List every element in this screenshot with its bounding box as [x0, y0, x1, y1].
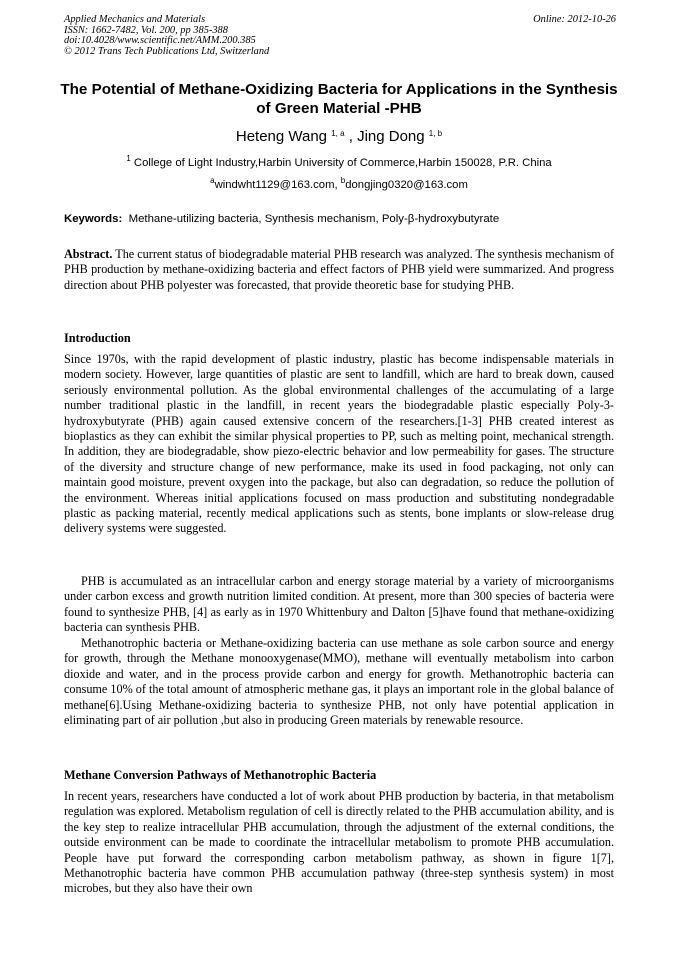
- paper-title: The Potential of Methane-Oxidizing Bacteria for Applications in the Synthesis of Green Material -PHB: [60, 81, 618, 117]
- author-superscript: 1, a: [331, 129, 345, 138]
- copyright-line: © 2012 Trans Tech Publications Ltd, Switzerland: [64, 45, 270, 57]
- abstract: [64, 247, 614, 293]
- affiliation-text: College of Light Industry,Harbin University of Commerce,Harbin 150028, P.R. China: [133, 157, 552, 169]
- section-heading: Introduction: [64, 331, 131, 345]
- keywords-label: Keywords:: [64, 213, 123, 225]
- author-superscript: 1, b: [428, 129, 443, 138]
- paragraph: In recent years, researchers have conducted a lot of work about PHB production by bacteria, in that metabolism regulation was explored. Metabolism regulation of cell is directly related to the PHB accumulation ability, and is the key step to realize intracellular PHB accumulation, through the adjustment of the external conditions, the outside environment can be made to coordinate the intracellular metabolism to promote PHB accumulation. People have put forward the corresponding carbon metabolism pathway, as shown in figure 1[7], Methanotrophic bacteria have common PHB accumulation pathway (three-step synthesis system) in most microbes, but they also have their own: [64, 789, 614, 896]
- online-date: Online: 2012-10-26: [533, 14, 616, 25]
- paragraph: PHB is accumulated as an intracellular carbon and energy storage material by a variety of microorganisms under carbon excess and growth nutrition limited condition. At present, more than 300 species of bacteria were found to synthesize PHB, [4] as early as in 1970 Whittenbury and Dalton [5]have found that methane-oxidizing bacteria can synthesis PHB.: [64, 574, 614, 635]
- paragraph: Methanotrophic bacteria or Methane-oxidizing bacteria can use methane as sole carbon source and energy for growth, through the Methane monooxygenase(MMO), methane will eventually metabolism into carbon dioxide and water, and in the process provide carbon and energy for growth. Methanotrophic bacteria can consume 10% of the total amount of atmospheric methane gas, it plays an important role in the global balance of methane[6].Using Methane-oxidizing bacteria to synthesize PHB, not only have potential application in eliminating part of air pollution ,but also in producing Green materials by renewable resource.: [64, 636, 614, 728]
- email-superscript: b: [340, 176, 346, 185]
- author-name: Heteng Wang: [235, 128, 328, 145]
- section-heading: Methane Conversion Pathways of Methanotrophic Bacteria: [64, 768, 377, 782]
- author-name: Jing Dong: [357, 128, 425, 145]
- email-line: [0, 178, 678, 192]
- email-superscript: a: [210, 176, 215, 185]
- journal-header: [64, 15, 616, 57]
- author-line: [0, 128, 678, 146]
- abstract-label: Abstract.: [64, 247, 113, 261]
- keywords: [64, 212, 616, 226]
- doi-line: doi:10.4028/www.scientific.net/AMM.200.385: [64, 35, 256, 47]
- affiliation: [0, 156, 678, 170]
- email-address: dongjing0320@163.com: [345, 179, 468, 191]
- affiliation-superscript: 1: [126, 154, 131, 163]
- abstract-text: The current status of biodegradable material PHB research was analyzed. The synthesis mechanism of PHB production by methane-oxidizing bacteria and effect factors of PHB yield were summarized. And progress direction about PHB polyester was forecasted, that provide theoretic base for studying PHB.: [64, 247, 614, 292]
- email-address: windwht1129@163.com,: [214, 179, 341, 191]
- paragraph: Since 1970s, with the rapid development of plastic industry, plastic has become indispensable materials in modern society. However, large quantities of plastic are sent to landfill, which are hard to break down, caused seriously environmental pollution. As the global environmental challenges of the accumulating of a large number traditional plastic in the landfill, in recent years the biodegradable plastic especially Poly-3-hydroxybutyrate (PHB) again caused extensive concern of the researchers.[1-3] PHB created interest as bioplastics as they can exhibit the similar physical properties to PP, such as melting point, mechanical strength. In addition, they are biodegradable, show piezo-electric behavior and low permeability for gases. The structure of the diversity and structure change of new performance, make its used in food packaging, not only can maintain good moisture, prevent oxygen into the package, but also can degradation, so reduce the pollution of the environment. Whereas initial applications focused on mass production and substituting nondegradable plastic as packing material, recently medical applications such as stents, bone implants or slow-release drug delivery systems were suggested.: [64, 352, 614, 536]
- issn-line: ISSN: 1662-7482, Vol. 200, pp 385-388: [64, 24, 228, 36]
- journal-name: Applied Mechanics and Materials: [64, 14, 206, 25]
- keywords-text: Methane-utilizing bacteria, Synthesis mechanism, Poly-β-hydroxybutyrate: [128, 213, 500, 225]
- author-separator: ,: [344, 128, 358, 145]
